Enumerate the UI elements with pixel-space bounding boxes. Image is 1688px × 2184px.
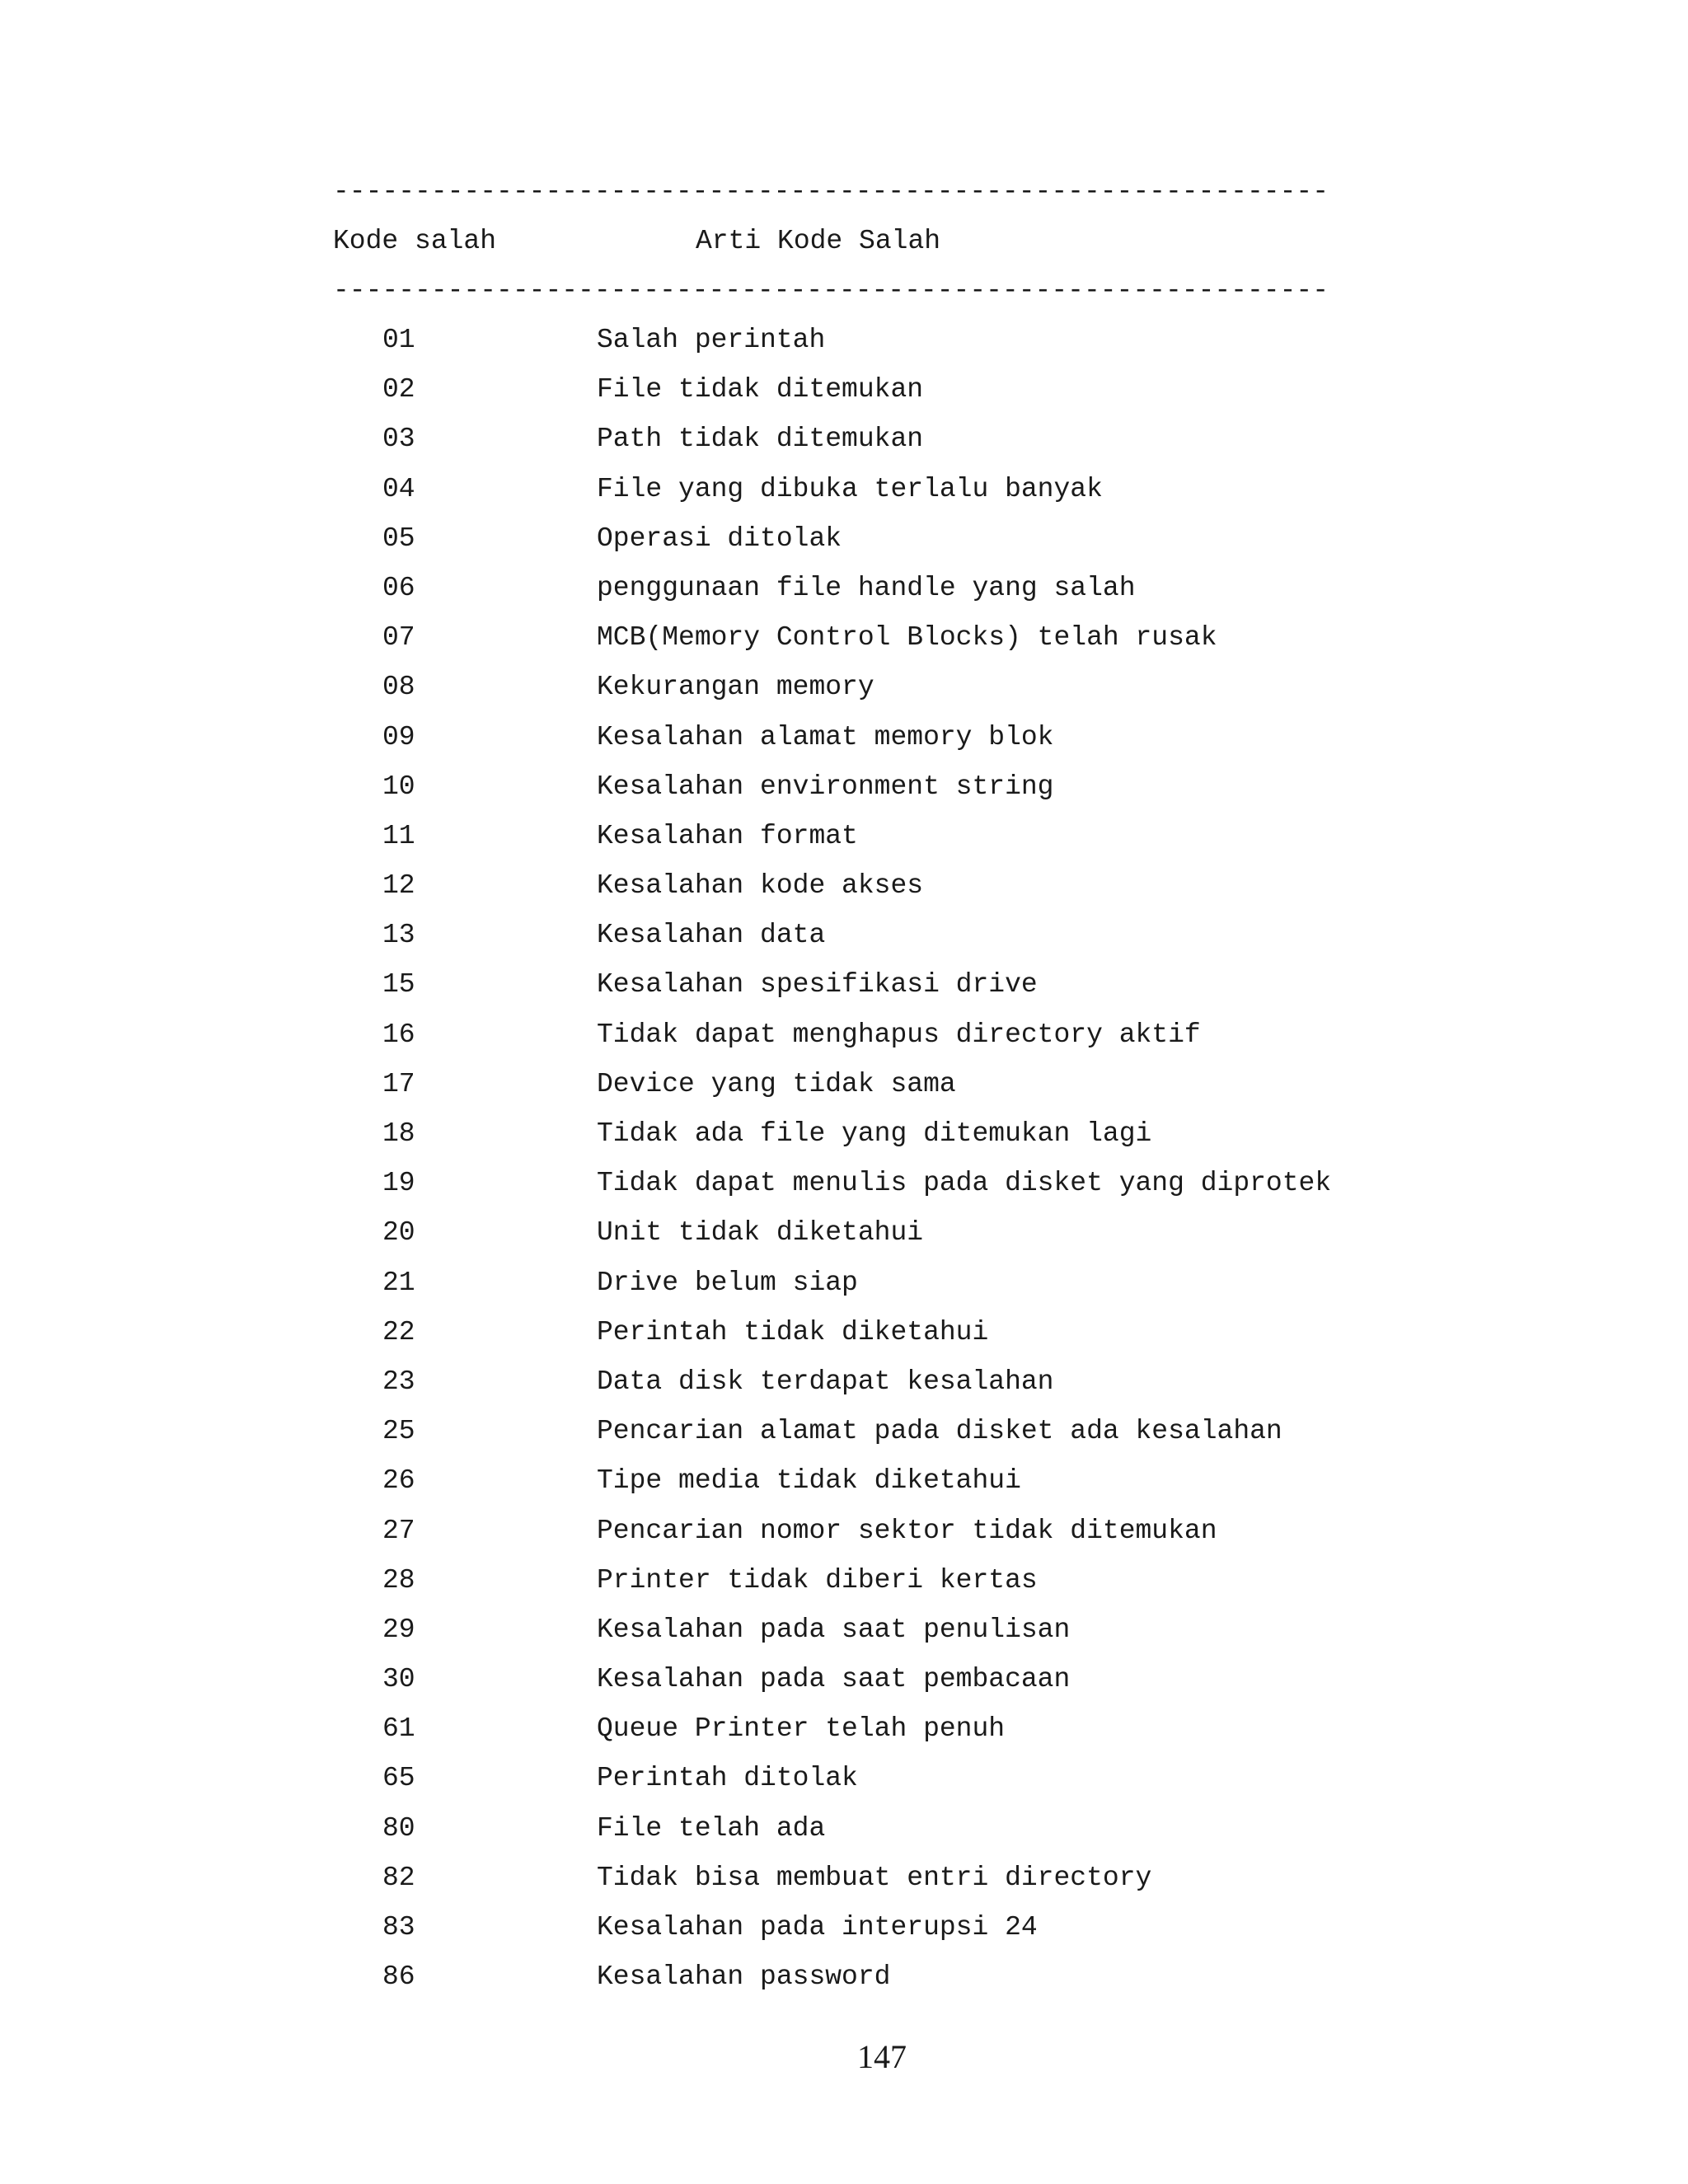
error-code: 11 [382,820,415,851]
error-description: Kesalahan data [597,920,826,951]
table-row [0,473,1688,525]
error-description: Pencarian nomor sektor tidak ditemukan [597,1515,1217,1546]
error-code: 18 [382,1118,415,1149]
error-code: 83 [382,1912,415,1943]
table-row [0,1418,1688,1467]
error-description: Unit tidak diketahui [597,1217,924,1249]
error-description: Tidak dapat menghapus directory aktif [597,1019,1201,1050]
error-code: 29 [382,1614,415,1645]
error-description: File telah ada [597,1812,826,1844]
table-row [0,1963,1688,2013]
error-description: Operasi ditolak [597,523,842,554]
error-description: Tidak bisa membuat entri directory [597,1862,1152,1893]
table-row [0,1169,1688,1219]
error-description: Tidak dapat menulis pada disket yang diprotek [597,1168,1332,1199]
error-code: 10 [382,771,415,802]
table-row [0,425,1688,475]
table-row [0,1812,1688,1864]
table-header-rule: ------------------------------------------------------------- [333,277,1329,304]
error-description: Printer tidak diberi kertas [597,1564,1038,1596]
error-description: Kekurangan memory [597,672,874,703]
table-row [0,1765,1688,1814]
table-row [0,1564,1688,1616]
error-code: 27 [382,1515,415,1546]
error-code: 13 [382,920,415,951]
error-code: 03 [382,424,415,455]
table-row [0,1616,1688,1666]
error-code: 26 [382,1465,415,1497]
column-header-code: Kode salah [333,226,497,256]
error-description: Kesalahan environment string [597,771,1054,802]
error-description: Tipe media tidak diketahui [597,1465,1021,1497]
error-code: 09 [382,721,415,752]
column-header-description: Arti Kode Salah [696,226,941,256]
error-description: Kesalahan pada saat pembacaan [597,1664,1071,1695]
error-description: Kesalahan pada saat penulisan [597,1614,1071,1645]
error-code-table-body [0,326,1688,2013]
error-code: 05 [382,523,415,554]
error-description: Device yang tidak sama [597,1068,956,1099]
error-code: 19 [382,1168,415,1199]
error-description: Kesalahan spesifikasi drive [597,969,1038,1001]
error-description: Kesalahan kode akses [597,870,924,902]
error-code: 22 [382,1316,415,1347]
error-description: Salah perintah [597,325,826,355]
error-code: 15 [382,969,415,1001]
error-code: 25 [382,1416,415,1447]
error-code: 01 [382,325,415,355]
table-row [0,1864,1688,1914]
table-row [0,1269,1688,1319]
table-row [0,1666,1688,1715]
error-description: Perintah tidak diketahui [597,1316,989,1347]
error-code: 20 [382,1217,415,1249]
error-code: 82 [382,1862,415,1893]
table-row [0,971,1688,1020]
error-code: 07 [382,622,415,654]
table-row [0,1068,1688,1120]
error-code: 86 [382,1961,415,1993]
error-code: 23 [382,1366,415,1397]
table-row [0,721,1688,773]
error-code: 28 [382,1564,415,1596]
error-description: Path tidak ditemukan [597,424,924,455]
table-row [0,1517,1688,1567]
error-description: Kesalahan pada interupsi 24 [597,1912,1038,1943]
error-code: 12 [382,870,415,902]
table-top-rule: ------------------------------------------------------------- [333,178,1329,205]
table-row [0,921,1688,971]
table-row [0,1467,1688,1516]
error-code: 30 [382,1664,415,1695]
error-description: Pencarian alamat pada disket ada kesalahan [597,1416,1282,1447]
table-row [0,376,1688,425]
error-code: 06 [382,572,415,603]
error-description: Kesalahan password [597,1961,891,1993]
table-row [0,1021,1688,1071]
table-row [0,1368,1688,1418]
error-code: 02 [382,374,415,405]
error-description: File yang dibuka terlalu banyak [597,473,1103,504]
error-description: Queue Printer telah penuh [597,1713,1006,1745]
table-row [0,773,1688,823]
table-row [0,1914,1688,1963]
error-code: 21 [382,1267,415,1298]
table-row [0,574,1688,624]
error-code: 80 [382,1812,415,1844]
table-row [0,1120,1688,1169]
table-row [0,673,1688,723]
table-row [0,1219,1688,1268]
table-row [0,624,1688,673]
error-description: MCB(Memory Control Blocks) telah rusak [597,622,1217,654]
table-row [0,1715,1688,1765]
error-description: Kesalahan alamat memory blok [597,721,1054,752]
table-row [0,525,1688,574]
error-description: Data disk terdapat kesalahan [597,1366,1054,1397]
error-code: 16 [382,1019,415,1050]
page-number: 147 [857,2038,907,2075]
error-code: 65 [382,1763,415,1794]
error-description: Tidak ada file yang ditemukan lagi [597,1118,1152,1149]
error-description: Kesalahan format [597,820,858,851]
table-row [0,326,1688,376]
error-code: 08 [382,672,415,703]
error-description: Drive belum siap [597,1267,858,1298]
error-description: Perintah ditolak [597,1763,858,1794]
table-row [0,1316,1688,1368]
table-row [0,820,1688,872]
error-code: 04 [382,473,415,504]
error-code: 17 [382,1068,415,1099]
table-row [0,872,1688,921]
error-code: 61 [382,1713,415,1745]
error-description: penggunaan file handle yang salah [597,572,1136,603]
error-description: File tidak ditemukan [597,374,924,405]
